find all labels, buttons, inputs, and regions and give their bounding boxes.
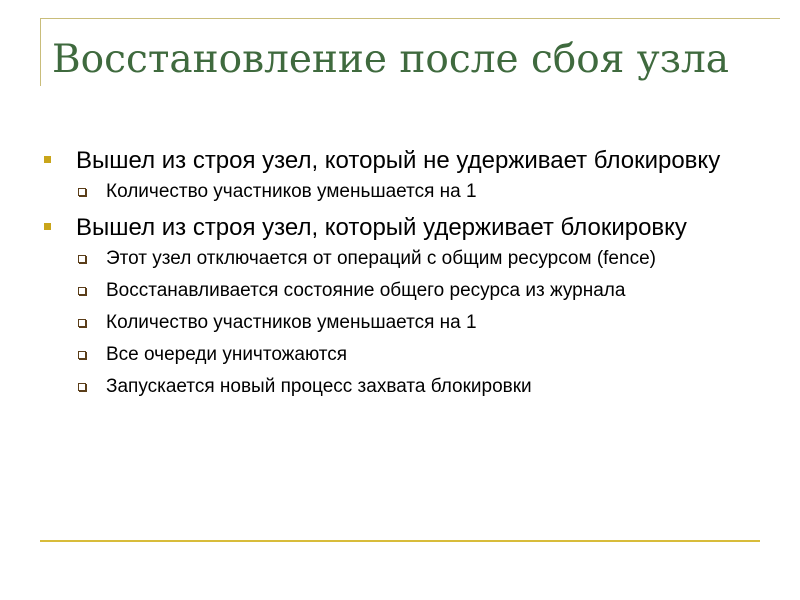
bottom-divider	[40, 540, 760, 542]
sub-list-item-text: Все очереди уничтожаются	[106, 344, 348, 365]
hollow-square-bullet-icon	[78, 319, 86, 327]
square-bullet-icon	[44, 223, 51, 230]
hollow-square-bullet-icon	[78, 188, 86, 196]
sub-list-item	[40, 344, 740, 366]
hollow-square-bullet-icon	[78, 383, 86, 391]
list-item-text: Вышел из строя узел, который не удерживает блокировку	[76, 147, 721, 174]
sub-list-item	[40, 312, 740, 334]
sub-list-item-text: Этот узел отключается от операций с общим ресурсом (fence)	[106, 248, 656, 269]
top-divider	[40, 18, 780, 19]
left-divider	[40, 18, 41, 86]
slide-title: Восстановление после сбоя узла	[52, 37, 730, 82]
sub-list-item-text: Запускается новый процесс захвата блокировки	[106, 376, 532, 397]
hollow-square-bullet-icon	[78, 255, 86, 263]
sub-list-item	[40, 280, 740, 302]
sub-list-item-text: Количество участников уменьшается на 1	[106, 181, 477, 202]
sub-list-item	[40, 376, 740, 398]
list-item	[40, 213, 740, 242]
sub-list-item-text: Восстанавливается состояние общего ресурса из журнала	[106, 280, 626, 301]
sub-list-item	[40, 181, 740, 203]
hollow-square-bullet-icon	[78, 351, 86, 359]
sub-list-item	[40, 248, 740, 270]
list-item-text: Вышел из строя узел, который удерживает блокировку	[76, 214, 687, 241]
hollow-square-bullet-icon	[78, 287, 86, 295]
sub-list-item-text: Количество участников уменьшается на 1	[106, 312, 477, 333]
bullet-list	[40, 146, 740, 408]
square-bullet-icon	[44, 156, 51, 163]
list-item	[40, 146, 740, 175]
